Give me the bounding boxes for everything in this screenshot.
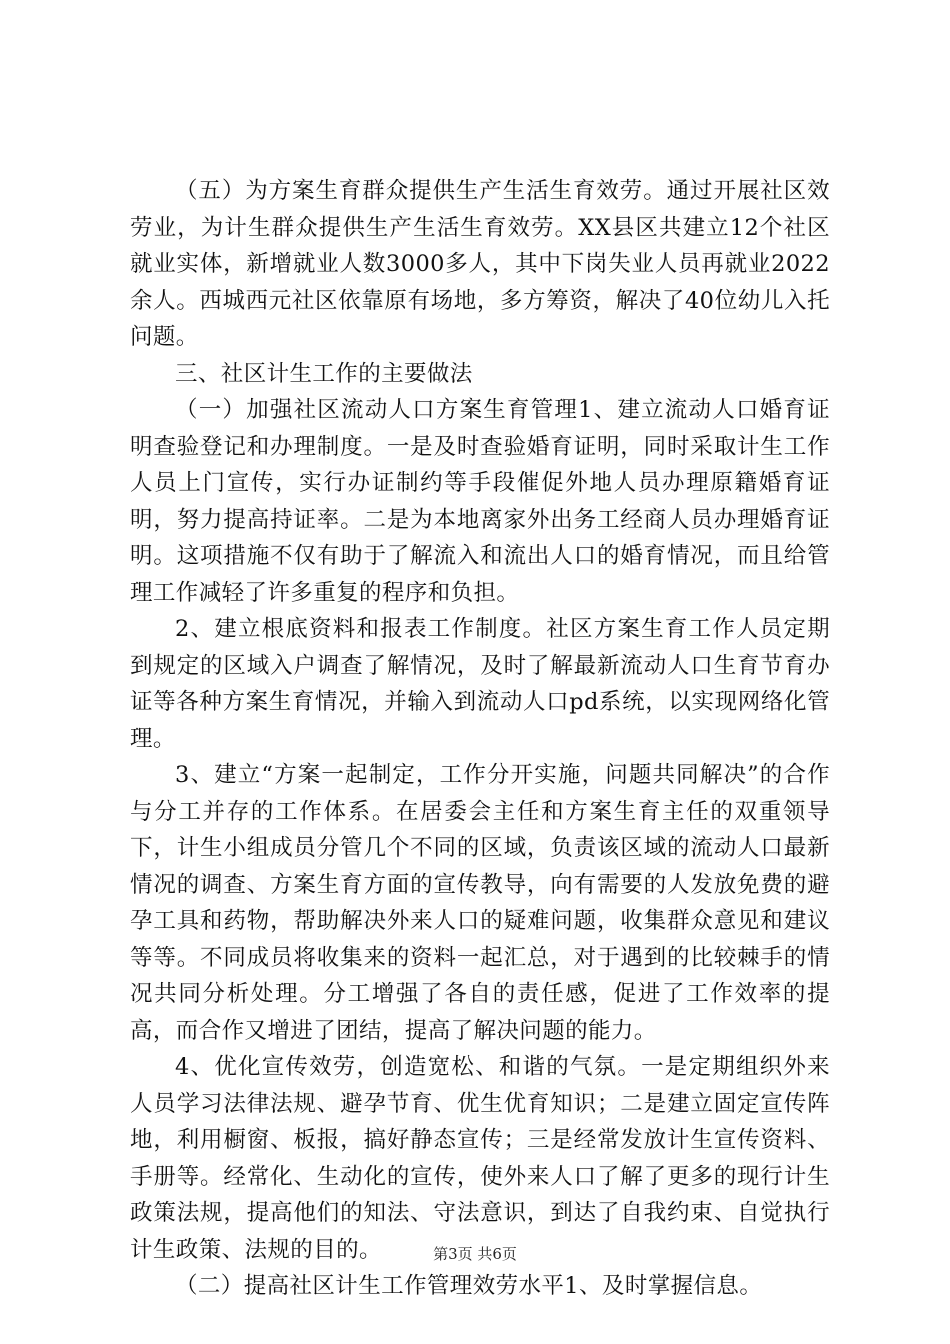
paragraph-management-level: （二）提高社区计生工作管理效劳水平1、及时掌握信息。 [175,1273,763,1299]
section-heading-main-practices: 三、社区计生工作的主要做法 [175,360,473,387]
document-body [130,173,830,1305]
paragraph-floating-population-management: （一）加强社区流动人口方案生育管理1、建立流动人口婚育证明查验登记和办理制度。一是及时查验婚育证明，同时采取计生工作人员上门宣传，实行办证制约等手段催促外地人员办理原籍婚育证明，努力提高持证率。二是为本地离家外出务工经商人员办理婚育证明。这项措施不仅有助于了解流入和流出人口的婚育情况，而且给管理工作减轻了许多重复的程序和负担。 [130,397,830,606]
paragraph-publicity-service: 4、优化宣传效劳，创造宽松、和谐的气氛。一是定期组织外来人员学习法律法规、避孕节育、优生优育知识；二是建立固定宣传阵地，利用橱窗、板报，搞好静态宣传；三是经常发放计生宣传资料、手册等。经常化、生动化的宣传，使外来人口了解了更多的现行计生政策法规，提高他们的知法、守法意识，到达了自我约束、自觉执行计生政策、法规的目的。 [130,1054,830,1263]
paragraph-basic-data-system: 2、建立根底资料和报表工作制度。社区方案生育工作人员定期到规定的区域入户调查了解情况，及时了解最新流动人口生育节育办证等各种方案生育情况，并输入到流动人口pd系统，以实现网络化管理。 [130,616,830,752]
paragraph-service-for-families: （五）为方案生育群众提供生产生活生育效劳。通过开展社区效劳业，为计生群众提供生产生活生育效劳。XX县区共建立12个社区就业实体，新增就业人数3000多人，其中下岗失业人员再就业2022余人。西城西元社区依靠原有场地，多方筹资，解决了40位幼儿入托问题。 [130,178,830,350]
paragraph-cooperation-system: 3、建立“方案一起制定，工作分开实施，问题共同解决”的合作与分工并存的工作体系。在居委会主任和方案生育主任的双重领导下，计生小组成员分管几个不同的区域，负责该区域的流动人口最新情况的调查、方案生育方面的宣传教导，向有需要的人发放免费的避孕工具和药物，帮助解决外来人口的疑难问题，收集群众意见和建议等等。不同成员将收集来的资料一起汇总，对于遇到的比较棘手的情况共同分析处理。分工增强了各自的责任感，促进了工作效率的提高，而合作又增进了团结，提高了解决问题的能力。 [130,762,830,1044]
page-footer: 第3页 共6页 [433,1245,517,1263]
